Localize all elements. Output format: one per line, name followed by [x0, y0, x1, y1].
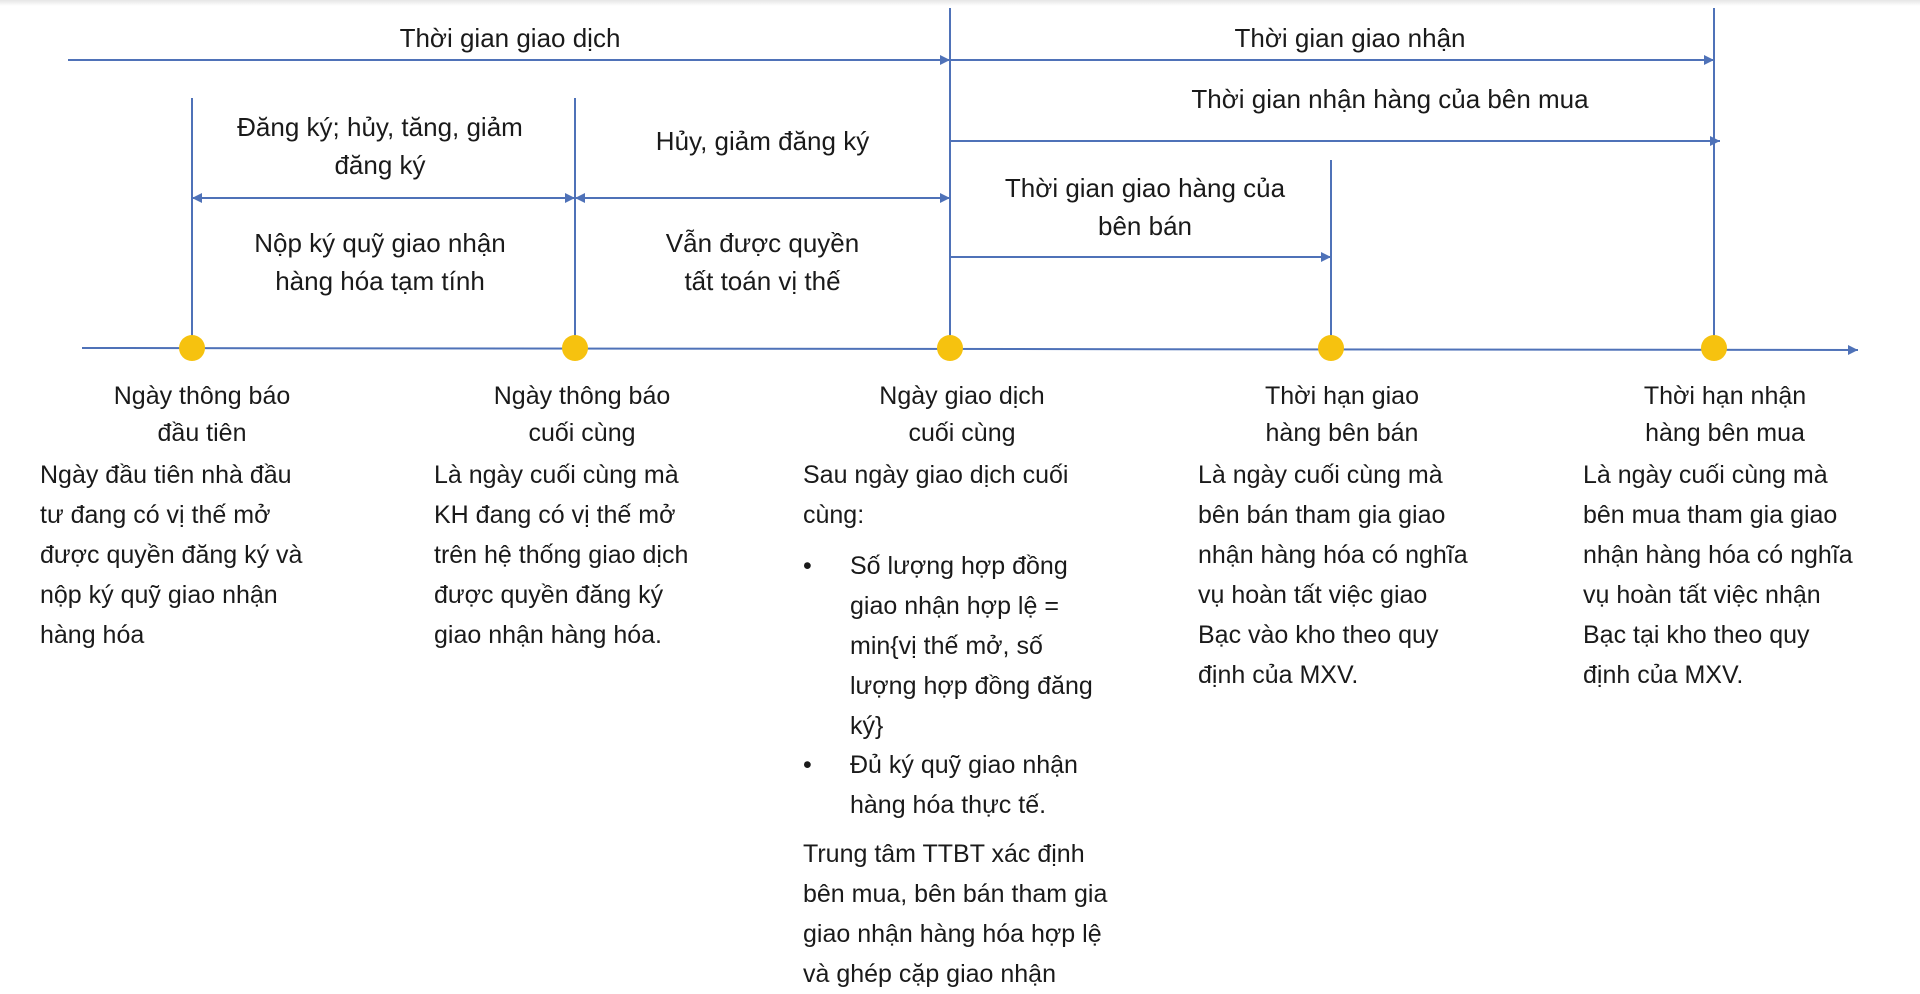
bullet-valid-contracts-text: [850, 546, 1150, 746]
label-seller-delivery-line1: Thời gian giao hàng của: [1004, 173, 1286, 203]
bullet-dot: •: [803, 751, 812, 779]
desc-line: định của MXV.: [1583, 661, 1744, 689]
desc-line: hàng hóa thực tế.: [850, 791, 1047, 819]
label-cancel-reduce: Hủy, giảm đăng ký: [655, 126, 870, 156]
milestone-title-line1: Ngày thông báo: [113, 382, 291, 410]
desc-line: tư đang có vị thế mở: [40, 501, 271, 529]
label-buyer-receiving-time: Thời gian nhận hàng của bên mua: [1191, 84, 1589, 114]
desc-line: min{vị thế mở, số: [850, 632, 1043, 660]
label-seller-delivery-line2: bên bán: [1098, 211, 1192, 241]
milestone-title-first-notice: [72, 378, 332, 452]
desc-line: được quyền đăng ký và: [40, 541, 303, 569]
desc-line: hàng hóa: [40, 621, 145, 649]
milestone-title-line2: đầu tiên: [157, 419, 247, 447]
milestone-title-line1: Thời hạn giao: [1265, 382, 1419, 410]
desc-line: nhận hàng hóa có nghĩa: [1583, 541, 1853, 569]
desc-line: bên mua, bên bán tham gia: [803, 880, 1108, 908]
desc-line: nộp ký quỹ giao nhận: [40, 581, 278, 609]
desc-line: KH đang có vị thế mở: [434, 501, 676, 529]
desc-line: giao nhận hàng hóa.: [434, 621, 662, 649]
bullet-sufficient-deposit: [803, 745, 1151, 825]
label-register-cancel-line1: Đăng ký; hủy, tăng, giảm: [237, 112, 523, 142]
bullet-dot: •: [803, 552, 812, 580]
desc-line: Số lượng hợp đồng: [850, 552, 1068, 580]
label-trading-time: Thời gian giao dịch: [399, 23, 621, 53]
milestone-title-line1: Ngày thông báo: [493, 382, 671, 410]
milestone-desc-seller-deadline: [1198, 455, 1542, 695]
milestone-dot-seller-deadline: [1318, 335, 1344, 361]
desc-line: cùng:: [803, 501, 865, 529]
desc-line: được quyền đăng ký: [434, 581, 664, 609]
main-timeline-axis: [82, 348, 1858, 350]
milestone-desc-last-trading-intro: [803, 455, 1151, 535]
desc-line: trên hệ thống giao dịch: [434, 541, 689, 569]
milestone-title-last-notice: [452, 378, 712, 452]
milestone-dot-first-notice: [179, 335, 205, 361]
label-register-cancel-line2: đăng ký: [334, 150, 426, 180]
desc-line: bên bán tham gia giao: [1198, 501, 1446, 529]
milestone-dot-last-notice: [562, 335, 588, 361]
desc-line: Sau ngày giao dịch cuối: [803, 461, 1069, 489]
milestone-dot-last-trading: [937, 335, 963, 361]
milestone-title-line2: hàng bên bán: [1265, 419, 1419, 447]
label-delivery-time: Thời gian giao nhận: [1234, 23, 1466, 53]
desc-line: Ngày đầu tiên nhà đầu: [40, 461, 292, 489]
desc-line: Bạc tại kho theo quy: [1583, 621, 1810, 649]
label-deposit-line2: hàng hóa tạm tính: [275, 266, 485, 296]
label-deposit-line1: Nộp ký quỹ giao nhận: [254, 228, 506, 258]
milestone-title-buyer-deadline: [1595, 378, 1855, 452]
milestone-title-line2: cuối cùng: [528, 419, 636, 447]
desc-line: nhận hàng hóa có nghĩa: [1198, 541, 1468, 569]
desc-line: giao nhận hàng hóa hợp lệ: [803, 920, 1102, 948]
desc-line: lượng hợp đồng đăng: [850, 672, 1093, 700]
desc-line: vụ hoàn tất việc nhận: [1583, 581, 1821, 609]
milestone-title-last-trading: [832, 378, 1092, 452]
milestone-title-line1: Ngày giao dịch: [879, 382, 1045, 410]
milestone-desc-buyer-deadline: [1583, 455, 1893, 695]
desc-line: Trung tâm TTBT xác định: [803, 840, 1085, 868]
milestone-title-line1: Thời hạn nhận: [1643, 382, 1807, 410]
desc-line: định của MXV.: [1198, 661, 1359, 689]
label-register-cancel: [200, 108, 560, 184]
desc-line: Là ngày cuối cùng mà: [1583, 461, 1828, 489]
milestone-desc-last-notice: [434, 455, 756, 655]
label-settle-line2: tất toán vị thế: [684, 266, 841, 296]
milestone-title-line2: cuối cùng: [908, 419, 1016, 447]
desc-line: Bạc vào kho theo quy: [1198, 621, 1439, 649]
milestone-desc-last-trading-outro: [803, 834, 1151, 994]
milestone-title-seller-deadline: [1212, 378, 1472, 452]
desc-line: vụ hoàn tất việc giao: [1198, 581, 1428, 609]
desc-line: và ghép cặp giao nhận: [803, 960, 1056, 988]
label-deposit: [200, 224, 560, 300]
desc-line: bên mua tham gia giao: [1583, 501, 1838, 529]
desc-line: Đủ ký quỹ giao nhận: [850, 751, 1078, 779]
bullet-sufficient-deposit-text: [850, 745, 1150, 825]
label-settle-line1: Vẫn được quyền: [665, 228, 860, 258]
desc-line: ký}: [850, 712, 884, 740]
milestone-desc-first-notice: [40, 455, 374, 655]
desc-line: Là ngày cuối cùng mà: [1198, 461, 1443, 489]
label-settle: [590, 224, 935, 300]
desc-line: Là ngày cuối cùng mà: [434, 461, 679, 489]
bullet-valid-contracts: [803, 546, 1151, 746]
milestone-title-line2: hàng bên mua: [1645, 419, 1805, 447]
label-seller-delivery: [960, 169, 1330, 245]
milestone-dot-buyer-deadline: [1701, 335, 1727, 361]
desc-line: giao nhận hợp lệ =: [850, 592, 1059, 620]
